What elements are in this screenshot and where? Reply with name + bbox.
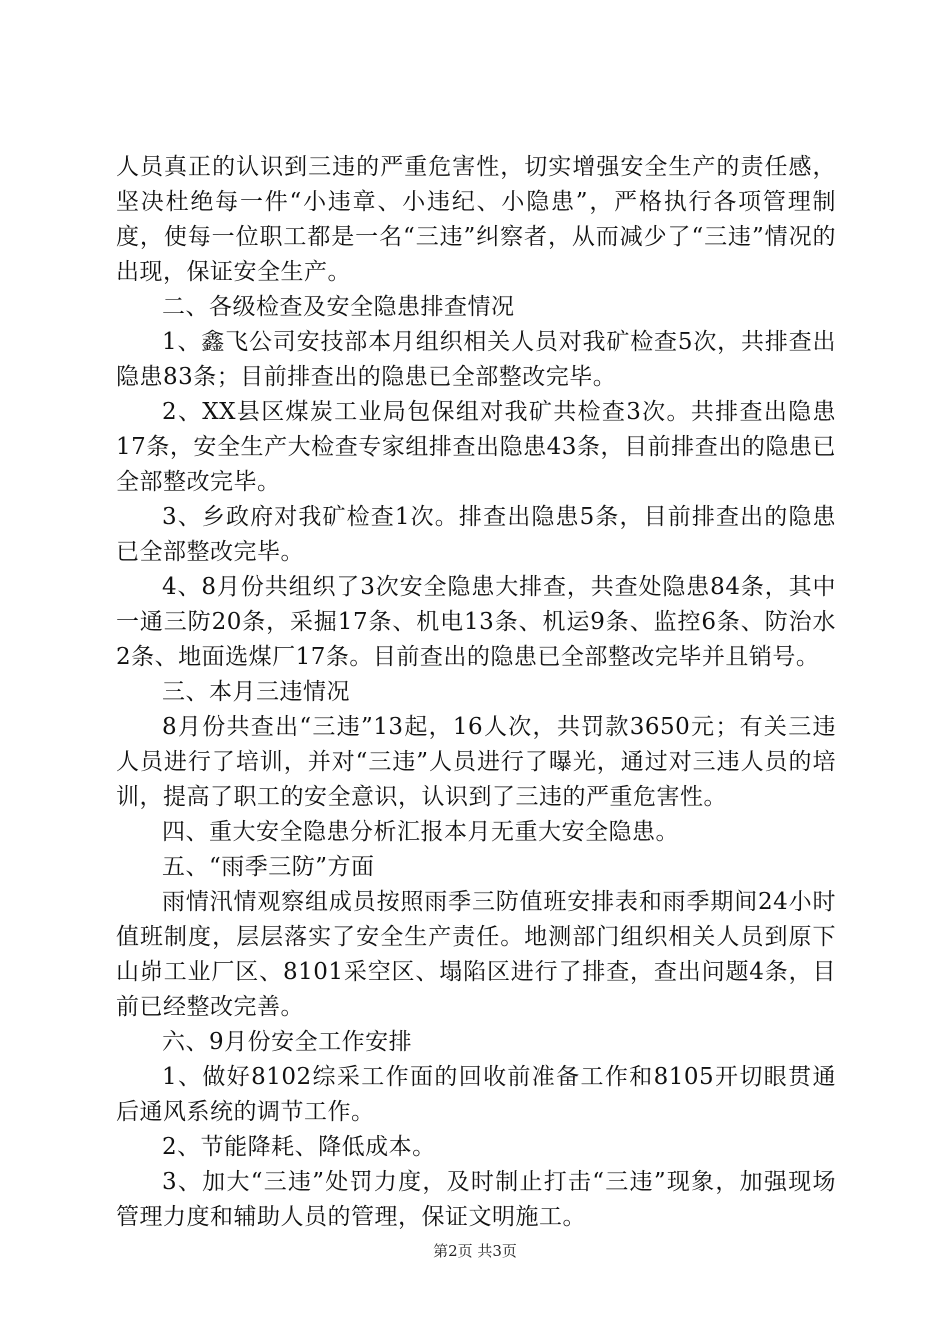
page-footer (0, 1240, 950, 1261)
body-paragraph: 3、乡政府对我矿检查1次。排查出隐患5条，目前排查出的隐患已全部整改完毕。 (116, 504, 836, 565)
body-paragraph: 3、加大“三违”处罚力度，及时制止打击“三违”现象，加强现场管理力度和辅助人员的管理，保证文明施工。 (116, 1169, 836, 1230)
body-paragraph: 4、8月份共组织了3次安全隐患大排查，共查处隐患84条，其中一通三防20条，采掘17条、机电13条、机运9条、监控6条、防治水2条、地面选煤厂17条。目前查出的隐患已全部整改完毕并且销号。 (116, 574, 836, 670)
body-paragraph: 1、鑫飞公司安技部本月组织相关人员对我矿检查5次，共排查出隐患83条；目前排查出的隐患已全部整改完毕。 (116, 329, 836, 390)
body-paragraph: 2、节能降耗、降低成本。 (162, 1134, 436, 1160)
section-heading: 五、“雨季三防”方面 (162, 854, 375, 880)
section-heading: 六、9月份安全工作安排 (162, 1029, 413, 1055)
page-number: 第2页 共3页 (433, 1242, 517, 1260)
body-paragraph: 人员真正的认识到三违的严重危害性，切实增强安全生产的责任感，坚决杜绝每一件“小违章、小违纪、小隐患”，严格执行各项管理制度，使每一位职工都是一名“三违”纠察者，从而减少了“三违”情况的出现，保证安全生产。 (116, 154, 836, 285)
body-paragraph: 1、做好8102综采工作面的回收前准备工作和8105开切眼贯通后通风系统的调节工作。 (116, 1064, 836, 1125)
body-paragraph: 8月份共查出“三违”13起，16人次，共罚款3650元；有关三违人员进行了培训，并对“三违”人员进行了曝光，通过对三违人员的培训，提高了职工的安全意识，认识到了三违的严重危害性。 (116, 714, 836, 810)
section-heading: 三、本月三违情况 (162, 679, 350, 705)
section-heading: 二、各级检查及安全隐患排查情况 (162, 294, 515, 320)
document-body (116, 150, 836, 1235)
section-heading: 四、重大安全隐患分析汇报本月无重大安全隐患。 (162, 819, 679, 845)
body-paragraph: 2、XX县区煤炭工业局包保组对我矿共检查3次。共排查出隐患17条，安全生产大检查专家组排查出隐患43条，目前排查出的隐患已全部整改完毕。 (116, 399, 836, 495)
body-paragraph: 雨情汛情观察组成员按照雨季三防值班安排表和雨季期间24小时值班制度，层层落实了安全生产责任。地测部门组织相关人员到原下山峁工业厂区、8101采空区、塌陷区进行了排查，查出问题4条，目前已经整改完善。 (116, 889, 836, 1020)
